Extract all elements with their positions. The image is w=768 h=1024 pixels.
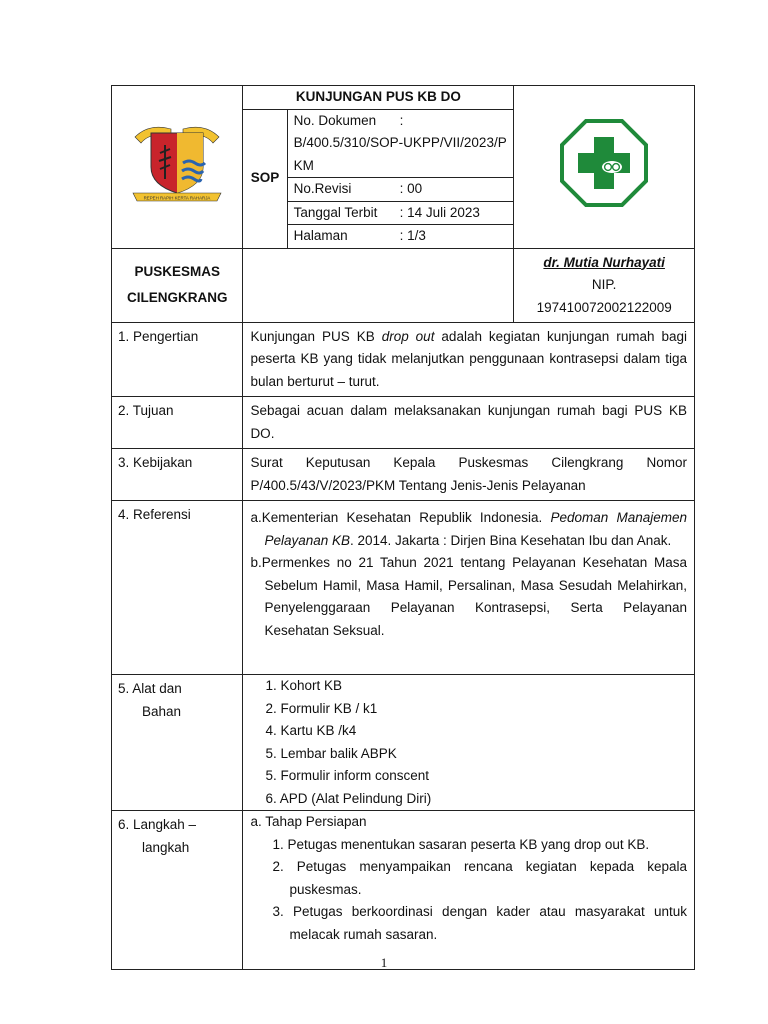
- revision-label: No.Revisi: [293, 181, 352, 196]
- reference-a-text: a.Kementerian Kesehatan Republik Indonesia.: [250, 510, 551, 525]
- nip-value: 197410072002122009: [536, 299, 672, 315]
- revision-value: : 00: [399, 181, 423, 196]
- empty-cell: [243, 248, 514, 322]
- reference-a: [250, 507, 687, 552]
- section-label-tujuan: 2. Tujuan: [112, 397, 243, 449]
- section-label-alat: [112, 675, 243, 811]
- list-item: 5. Formulir inform conscent: [265, 768, 429, 783]
- puskesmas-logo-icon: [556, 115, 652, 211]
- sop-table: [111, 85, 695, 970]
- page-row: [287, 225, 514, 249]
- section-label-langkah: [112, 811, 243, 970]
- section-body-referensi: [243, 501, 695, 675]
- facility-name-line1: PUSKESMAS: [134, 264, 220, 279]
- doc-no-value: B/400.5/310/SOP-UKPP/VII/2023/PKM: [293, 135, 507, 173]
- issued-label: Tanggal Terbit: [293, 204, 378, 220]
- nip-label: NIP.: [591, 277, 617, 292]
- section-body-langkah: [243, 811, 695, 970]
- section-body-tujuan: Sebagai acuan dalam melaksanakan kunjungan rumah bagi PUS KB DO.: [243, 397, 695, 449]
- section-body-pengertian: [243, 322, 695, 397]
- reference-a-end: . 2014. Jakarta : Dirjen Bina Kesehatan Ibu dan Anak.: [350, 532, 672, 548]
- list-item: 6. APD (Alat Pelindung Diri): [265, 790, 432, 806]
- issued-value: : 14 Juli 2023: [399, 204, 480, 220]
- regency-crest-icon: [127, 115, 227, 211]
- list-item: 4. Kartu KB /k4: [265, 723, 357, 738]
- page-label: Halaman: [293, 228, 348, 243]
- reference-a-title: Pedoman Manajemen Pelayanan KB: [264, 510, 687, 548]
- signatory-name: dr. Mutia Nurhayati: [543, 254, 665, 270]
- langkah-label-line1: 6. Langkah –: [118, 817, 197, 832]
- step-item: 1. Petugas menentukan sasaran peserta KB yang drop out KB.: [272, 836, 650, 852]
- page-value: : 1/3: [399, 228, 426, 243]
- section-label-pengertian: 1. Pengertian: [112, 322, 243, 397]
- doc-no-sep: :: [399, 112, 404, 128]
- langkah-label-line2: langkah: [142, 839, 190, 855]
- list-item: 5. Lembar balik ABPK: [265, 745, 397, 761]
- regency-logo-cell: [112, 86, 243, 249]
- health-logo-cell: [514, 86, 695, 249]
- doc-no-label: No. Dokumen: [293, 112, 377, 128]
- pengertian-italic: drop out: [381, 328, 435, 344]
- list-item: 2. Formulir KB / k1: [265, 700, 378, 716]
- svg-text:REPEH RAPIH KERTA RAHARJA: REPEH RAPIH KERTA RAHARJA: [143, 195, 211, 201]
- section-label-referensi: 4. Referensi: [112, 501, 243, 675]
- section-label-kebijakan: 3. Kebijakan: [112, 449, 243, 501]
- list-item: 1. Kohort KB: [265, 678, 342, 693]
- pengertian-text: Kunjungan PUS KB: [250, 328, 382, 344]
- section-body-kebijakan: Surat Keputusan Kepala Puskesmas Cilengkrang Nomor P/400.5/43/V/2023/PKM Tentang Jenis-Jenis Pelayanan: [243, 449, 695, 501]
- page-number: 1: [380, 955, 388, 970]
- step-item: 2. Petugas menyampaikan rencana kegiatan kepada kepala puskesmas.: [272, 859, 687, 897]
- alat-label-line1: 5. Alat dan: [118, 681, 182, 696]
- alat-label-line2: Bahan: [142, 703, 182, 719]
- document-title: KUNJUNGAN PUS KB DO: [243, 86, 514, 110]
- issued-date-row: [287, 201, 514, 225]
- signatory-block: [514, 248, 695, 322]
- revision-row: [287, 178, 514, 202]
- section-body-alat: [243, 675, 695, 811]
- document-number: [287, 109, 514, 178]
- stage-heading: a. Tahap Persiapan: [250, 814, 367, 829]
- step-item: 3. Petugas berkoordinasi dengan kader atau masyarakat untuk melacak rumah sasaran.: [272, 904, 687, 942]
- sop-label: SOP: [243, 109, 287, 248]
- reference-b: b.Permenkes no 21 Tahun 2021 tentang Pelayanan Kesehatan Masa Sebelum Hamil, Masa Hamil, Persalinan, Masa Sesudah Melahirkan, Penyelenggaraan Pelayanan Kontrasepsi, Serta Pelayanan Kesehatan Seksual.: [250, 555, 687, 638]
- facility-name: [112, 248, 243, 322]
- facility-name-line2: CILENGKRANG: [126, 290, 228, 305]
- pengertian-text-end: adalah kegiatan kunjungan rumah bagi peserta KB yang tidak melanjutkan penggunaan kontrasepsi dalam tiga bulan berturut – turut.: [250, 328, 687, 389]
